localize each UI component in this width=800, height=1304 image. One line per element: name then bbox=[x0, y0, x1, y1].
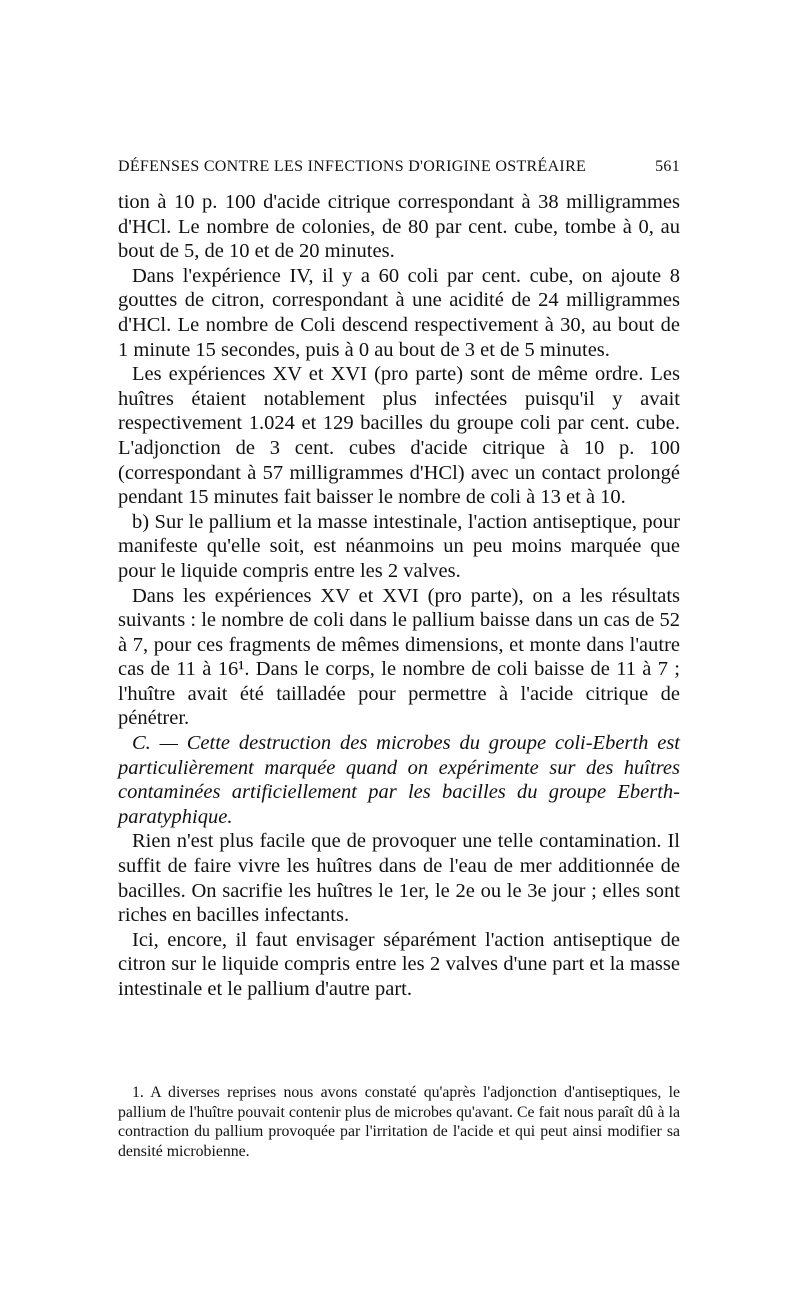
paragraph: Les expériences XV et XVI (pro parte) sont de même ordre. Les huîtres étaient notablement plus infectées puisqu'il y avait respectivement 1.024 et 129 bacilles du groupe coli par cent. cube. L'adjonction de 3 cent. cubes d'acide citrique à 10 p. 100 (correspondant à 57 milligrammes d'HCl) avec un contact prolongé pendant 15 minutes fait baisser le nombre de coli à 13 et à 10. bbox=[118, 363, 680, 509]
paragraph: b) Sur le pallium et la masse intestinale, l'action antiseptique, pour manifeste qu'elle soit, est néanmoins un peu moins marquée que pour le liquide compris entre les 2 valves. bbox=[118, 510, 680, 582]
section-heading-paragraph: C. — Cette destruction des microbes du groupe coli-Eberth est particulièrement marquée quand on expérimente sur des huîtres contaminées artificiellement par les bacilles du groupe Eberth-paratyphique. bbox=[118, 732, 680, 828]
body-text bbox=[118, 190, 680, 1002]
footnote bbox=[118, 1083, 680, 1161]
footnote-text: 1. A diverses reprises nous avons constaté qu'après l'adjonction d'antiseptiques, le pallium de l'huître pouvait contenir plus de microbes qu'avant. Ce fait nous paraît dû à la contraction du pallium provoquée par l'irritation de l'acide et qui peut ainsi modifier sa densité microbienne. bbox=[118, 1084, 680, 1160]
paragraph: Dans les expériences XV et XVI (pro parte), on a les résultats suivants : le nombre de coli dans le pallium baisse dans un cas de 52 à 7, pour ces fragments de mêmes dimensions, et monte dans l'autre cas de 11 à 16¹. Dans le corps, le nombre de coli baisse de 11 à 7 ; l'huître avait été tailladée pour permettre à l'acide citrique de pénétrer. bbox=[118, 584, 680, 730]
paragraph: tion à 10 p. 100 d'acide citrique correspondant à 38 milligrammes d'HCl. Le nombre de colonies, de 80 par cent. cube, tombe à 0, au bout de 5, de 10 et de 20 minutes. bbox=[118, 191, 680, 263]
paragraph: Ici, encore, il faut envisager séparément l'action antiseptique de citron sur le liquide compris entre les 2 valves d'une part et la masse intestinale et le pallium d'autre part. bbox=[118, 928, 680, 1000]
running-header bbox=[118, 158, 680, 176]
running-title: DÉFENSES CONTRE LES INFECTIONS D'ORIGINE OSTRÉAIRE bbox=[118, 158, 587, 175]
paragraph: Dans l'expérience IV, il y a 60 coli par cent. cube, on ajoute 8 gouttes de citron, correspondant à une acidité de 24 milligrammes d'HCl. Le nombre de Coli descend respectivement à 30, au bout de 1 minute 15 secondes, puis à 0 au bout de 3 et de 5 minutes. bbox=[118, 264, 680, 361]
paragraph: Rien n'est plus facile que de provoquer une telle contamination. Il suffit de faire vivre les huîtres dans de l'eau de mer additionnée de bacilles. On sacrifie les huîtres le 1er, le 2e ou le 3e jour ; elles sont riches en bacilles infectants. bbox=[118, 830, 680, 927]
page-number: 561 bbox=[655, 158, 680, 175]
